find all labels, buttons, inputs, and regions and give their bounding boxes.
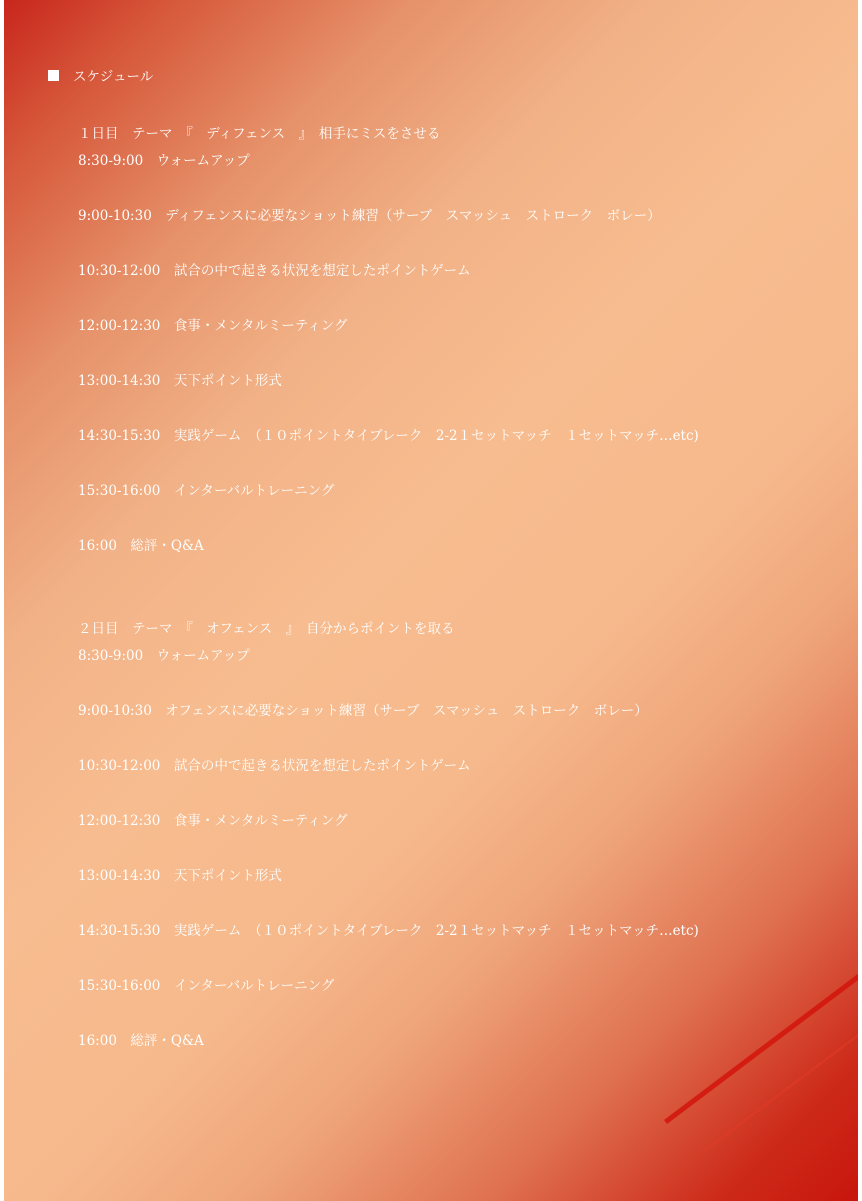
day-2-item: 14:30-15:30 実践ゲーム （１０ポイントタイブレーク 2-2１セットマッチ １セットマッチ…etc)	[78, 923, 699, 939]
day-2-title: ２日目 テーマ 『 オフェンス 』 自分からポイントを取る	[78, 621, 455, 637]
day-1-item: 13:00-14:30 天下ポイント形式	[78, 373, 282, 389]
day-2-item: 8:30-9:00 ウォームアップ	[78, 648, 250, 664]
day-1-item: 8:30-9:00 ウォームアップ	[78, 153, 250, 169]
schedule-heading	[48, 65, 153, 85]
day-1-item: 16:00 総評・Q&A	[78, 538, 204, 554]
day-1-item: 10:30-12:00 試合の中で起きる状況を想定したポイントゲーム	[78, 263, 471, 279]
document-page	[4, 0, 858, 1201]
day-2-item: 12:00-12:30 食事・メンタルミーティング	[78, 813, 348, 829]
day-1-title: １日目 テーマ 『 ディフェンス 』 相手にミスをさせる	[78, 126, 441, 142]
day-1-item: 14:30-15:30 実践ゲーム （１０ポイントタイブレーク 2-2１セットマッチ １セットマッチ…etc)	[78, 428, 699, 444]
day-2-item: 16:00 総評・Q&A	[78, 1033, 204, 1049]
day-2-item: 9:00-10:30 オフェンスに必要なショット練習（サーブ スマッシュ ストローク ボレー）	[78, 703, 648, 719]
decorative-streak	[664, 867, 858, 1124]
day-2-item: 15:30-16:00 インターバルトレーニング	[78, 978, 335, 994]
decorative-streak-thin	[704, 897, 858, 1151]
day-2-item: 13:00-14:30 天下ポイント形式	[78, 868, 282, 884]
day-1-item: 12:00-12:30 食事・メンタルミーティング	[78, 318, 348, 334]
day-2-item: 10:30-12:00 試合の中で起きる状況を想定したポイントゲーム	[78, 758, 471, 774]
heading-label: スケジュール	[73, 69, 154, 85]
square-bullet-icon	[48, 70, 59, 81]
day-1-item: 15:30-16:00 インターバルトレーニング	[78, 483, 335, 499]
day-1-item: 9:00-10:30 ディフェンスに必要なショット練習（サーブ スマッシュ ストローク ボレー）	[78, 208, 661, 224]
